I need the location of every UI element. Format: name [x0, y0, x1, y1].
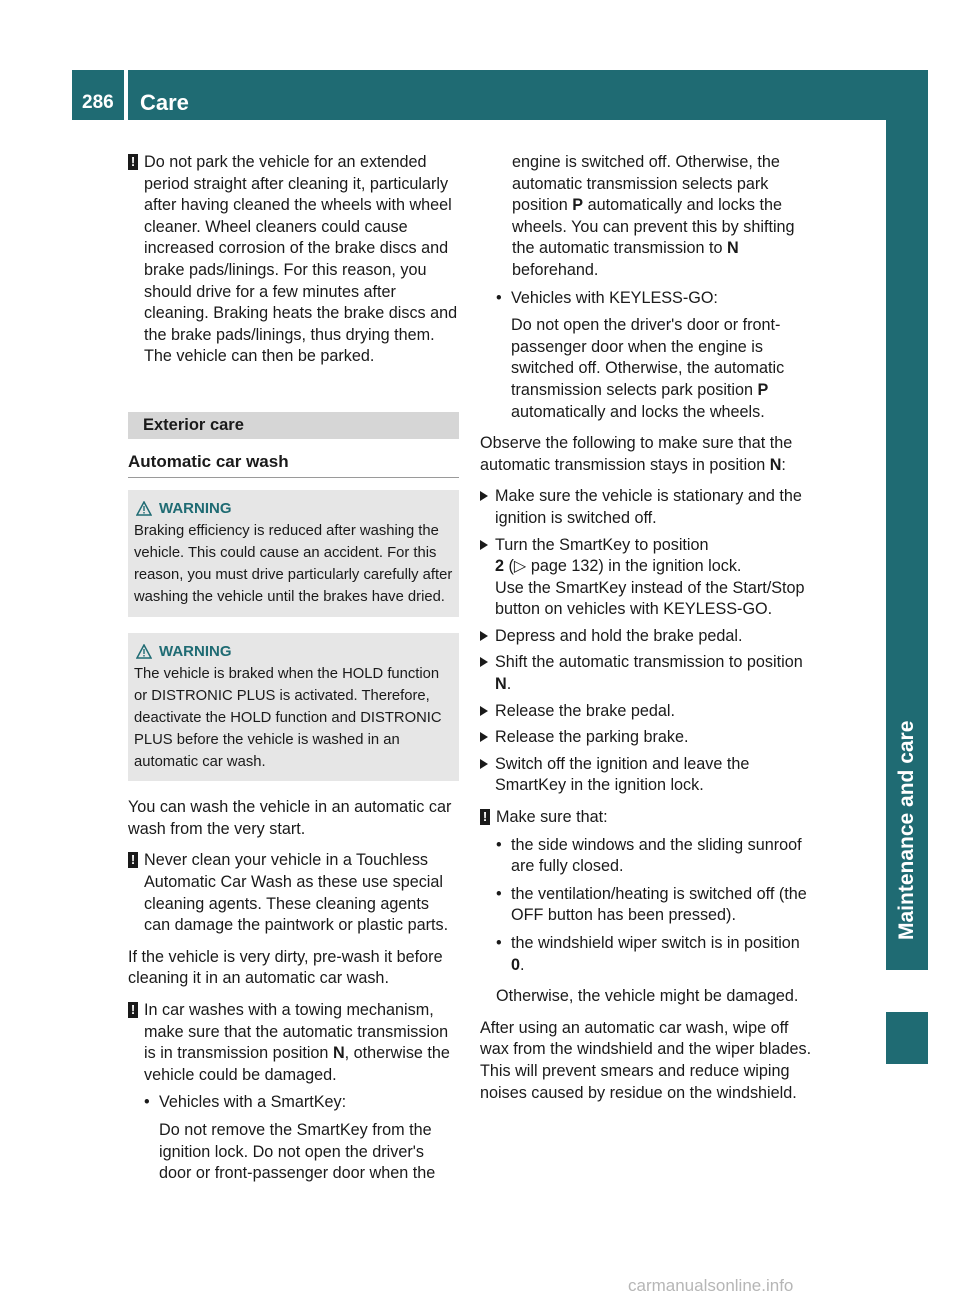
header-divider	[124, 70, 128, 120]
paragraph: After using an automatic car wash, wipe off wax from the windshield and the wiper blades. This will prevent smears and reduce wiping noises caused by residue on the windshield.	[480, 1018, 812, 1102]
exclamation-icon: !	[128, 1002, 138, 1018]
step-arrow-icon	[480, 540, 488, 550]
bullet-list	[144, 1092, 459, 1184]
note-text: Do not park the vehicle for an extended period straight after cleaning it, particularly after having cleaned the wheels with wheel cleaner. Wheel cleaners could cause increased corrosion of the brake discs and brake pads/linings. For this reason, you should drive for a few minutes after cleaning. Braking heats the brake discs and the brake pads/linings, thus drying them. The vehicle can then be parked.	[144, 153, 458, 366]
list-item	[496, 288, 813, 424]
step-arrow-icon	[480, 706, 488, 716]
bullet-dot: •	[496, 934, 502, 952]
paragraph: You can wash the vehicle in an automatic car wash from the very start.	[128, 798, 452, 838]
note-text: Make sure that:	[496, 808, 608, 827]
step-item: Release the brake pedal.	[480, 701, 813, 723]
sidebar-label: Maintenance and care	[895, 720, 918, 940]
bullet-text: Do not open the driver's door or front-passenger door when the engine is switched off. Otherwise, the automatic transmission selects park position P automatically and locks the wheels.	[511, 316, 785, 421]
warning-box	[128, 490, 459, 617]
bullet-head: Vehicles with KEYLESS-GO:	[511, 288, 718, 307]
bullet-text: Do not remove the SmartKey from the ignition lock. Do not open the driver's door or front-passenger door when the	[159, 1121, 436, 1183]
list-item: • the windshield wiper switch is in position 0.	[496, 934, 800, 974]
step-item: Make sure the vehicle is stationary and the ignition is switched off.	[480, 486, 813, 529]
step-arrow-icon	[480, 759, 488, 769]
continued-text: engine is switched off. Otherwise, the automatic transmission selects park position P automatically and locks the wheels. You can prevent this by shifting the automatic transmission to N beforehand.	[512, 153, 795, 279]
step-item: Release the parking brake.	[480, 727, 813, 749]
step-item: Depress and hold the brake pedal.	[480, 626, 813, 648]
note-make-sure	[480, 807, 813, 1008]
warning-header	[134, 641, 453, 663]
bullet-list	[496, 835, 813, 977]
note-towing	[128, 1000, 459, 1185]
paragraph: If the vehicle is very dirty, pre-wash it before cleaning it in an automatic car wash.	[128, 947, 443, 988]
bullet-dot: •	[496, 835, 502, 854]
chapter-title: Care	[140, 90, 189, 115]
list-item: • the side windows and the sliding sunroof are fully closed.	[496, 835, 802, 876]
note-touchless	[128, 850, 459, 936]
step-arrow-icon	[480, 732, 488, 742]
note-text: In car washes with a towing mechanism, make sure that the automatic transmission is in transmission position N, otherwise the vehicle could be damaged.	[144, 1001, 450, 1084]
step-item: Switch off the ignition and leave the SmartKey in the ignition lock.	[480, 754, 813, 797]
warning-box	[128, 633, 459, 782]
page-number: 286	[82, 92, 114, 113]
note-text: Never clean your vehicle in a Touchless Automatic Car Wash as these use special cleaning agents. These cleaning agents can damage the paintwork or plastic parts.	[144, 851, 449, 935]
bullet-list	[496, 288, 813, 424]
exclamation-icon: !	[128, 154, 138, 170]
side-tab	[886, 1012, 928, 1064]
warning-text: Braking efficiency is reduced after washing the vehicle. This could cause an accident. For this reason, you must drive particularly carefully after washing the vehicle until the brakes have dried.	[134, 523, 453, 605]
step-item: Shift the automatic transmission to position N.	[480, 652, 813, 695]
exclamation-icon: !	[480, 809, 490, 825]
note-tail: Otherwise, the vehicle might be damaged.	[496, 987, 799, 1006]
bullet-dot: •	[496, 288, 502, 307]
warning-title: WARNING	[159, 642, 232, 660]
bullet-dot: •	[496, 884, 502, 903]
warning-triangle-icon	[136, 644, 152, 659]
list-item: • the ventilation/heating is switched off (the OFF button has been pressed).	[496, 884, 807, 925]
warning-header	[134, 498, 453, 520]
step-arrow-icon	[480, 631, 488, 641]
paragraph: Observe the following to make sure that the automatic transmission stays in position N:	[480, 434, 793, 474]
step-arrow-icon	[480, 657, 488, 667]
subsection-title: Automatic car wash	[128, 439, 459, 478]
note-park	[128, 152, 459, 368]
warning-title: WARNING	[159, 499, 232, 517]
watermark: carmanualsonline.info	[628, 1276, 794, 1295]
warning-text: The vehicle is braked when the HOLD function or DISTRONIC PLUS is activated. Therefore, deactivate the HOLD function and DISTRONIC PLUS before the vehicle is washed in an automatic car wash.	[134, 666, 442, 770]
step-arrow-icon	[480, 491, 488, 501]
right-column	[480, 152, 813, 1114]
step-list	[480, 486, 813, 797]
left-column	[128, 152, 459, 1195]
list-item	[144, 1092, 459, 1184]
bullet-head: Vehicles with a SmartKey:	[159, 1093, 347, 1112]
section-title: Exterior care	[128, 412, 459, 439]
exclamation-icon: !	[128, 852, 138, 868]
warning-triangle-icon	[136, 501, 152, 516]
bullet-dot: •	[144, 1093, 150, 1112]
step-item: Turn the SmartKey to position 2 (▷ page 132) in the ignition lock. Use the SmartKey instead of the Start/Stop button on vehicles with KEYLESS-GO.	[480, 535, 813, 621]
header-bar	[72, 70, 887, 120]
